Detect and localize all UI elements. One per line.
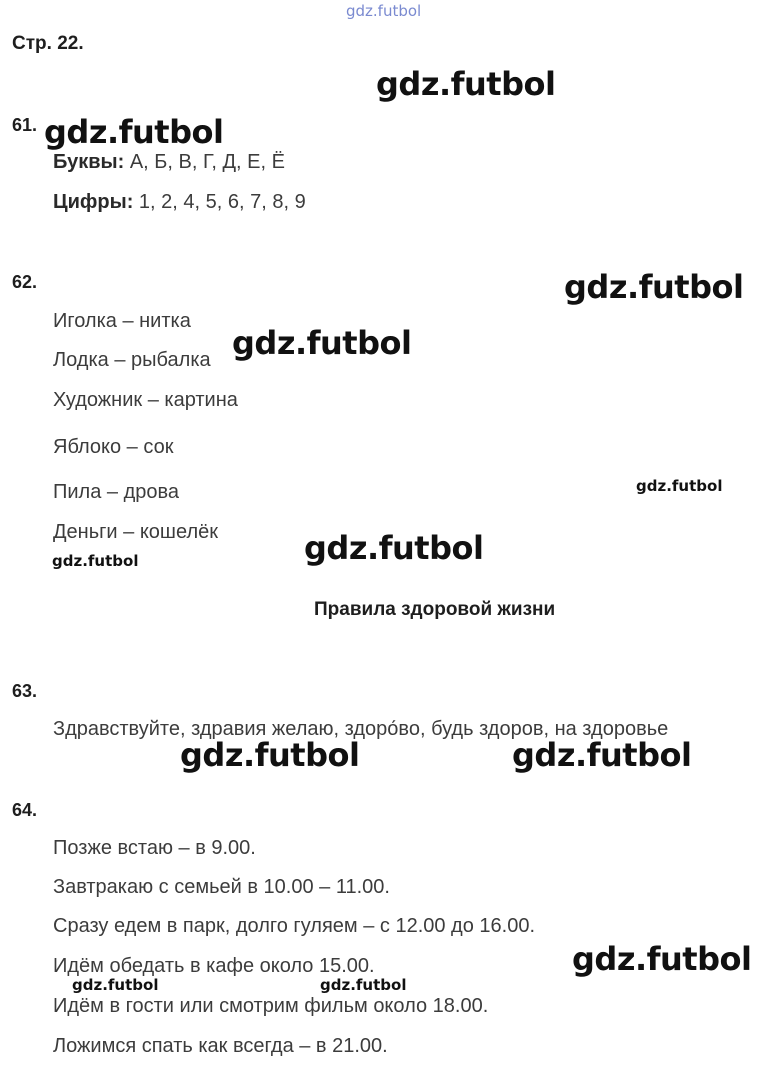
watermark: gdz.futbol (636, 477, 723, 495)
schedule-line: Идём в гости или смотрим фильм около 18.00. (53, 995, 489, 1017)
exercise-63-number: 63. (12, 681, 38, 701)
watermark: gdz.futbol (304, 529, 484, 567)
exercise-64-number: 64. (12, 800, 38, 820)
section-heading: Правила здоровой жизни (314, 599, 556, 620)
exercise-62-number: 62. (12, 272, 38, 292)
greetings-line: Здравствуйте, здравия желаю, здоро́во, будь здоров, на здоровье (53, 718, 669, 740)
pair-line: Художник – картина (53, 389, 238, 411)
letters-label: Буквы: (53, 151, 125, 173)
schedule-line: Сразу едем в парк, долго гуляем – с 12.00 до 16.00. (53, 915, 536, 937)
pair-line: Лодка – рыбалка (53, 349, 211, 371)
pair-line: Пила – дрова (53, 481, 180, 503)
schedule-line: Ложимся спать как всегда – в 21.00. (53, 1035, 388, 1057)
letters-value: А, Б, В, Г, Д, Е, Ё (124, 151, 285, 173)
digits-line (53, 191, 306, 214)
watermark: gdz.futbol (180, 736, 360, 774)
watermark: gdz.futbol (320, 976, 407, 994)
watermark: gdz.futbol (52, 552, 139, 570)
watermark: gdz.futbol (564, 268, 744, 306)
pair-line: Иголка – нитка (53, 310, 191, 332)
watermark: gdz.futbol (376, 65, 556, 103)
watermark: gdz.futbol (232, 324, 412, 362)
watermark: gdz.futbol (72, 976, 159, 994)
watermark: gdz.futbol (44, 113, 224, 151)
digits-value: 1, 2, 4, 5, 6, 7, 8, 9 (133, 191, 306, 213)
pair-line: Яблоко – сок (53, 436, 174, 458)
schedule-line: Идём обедать в кафе около 15.00. (53, 955, 375, 977)
exercise-61-number: 61. (12, 115, 38, 135)
watermark-top: gdz.futbol (346, 2, 422, 20)
schedule-line: Завтракаю с семьей в 10.00 – 11.00. (53, 876, 390, 898)
pair-line: Деньги – кошелёк (53, 521, 218, 543)
letters-line (53, 151, 285, 174)
digits-label: Цифры: (53, 191, 134, 213)
schedule-line: Позже встаю – в 9.00. (53, 837, 256, 859)
watermark: gdz.futbol (572, 940, 752, 978)
page-number: Стр. 22. (12, 33, 84, 54)
watermark: gdz.futbol (512, 736, 692, 774)
